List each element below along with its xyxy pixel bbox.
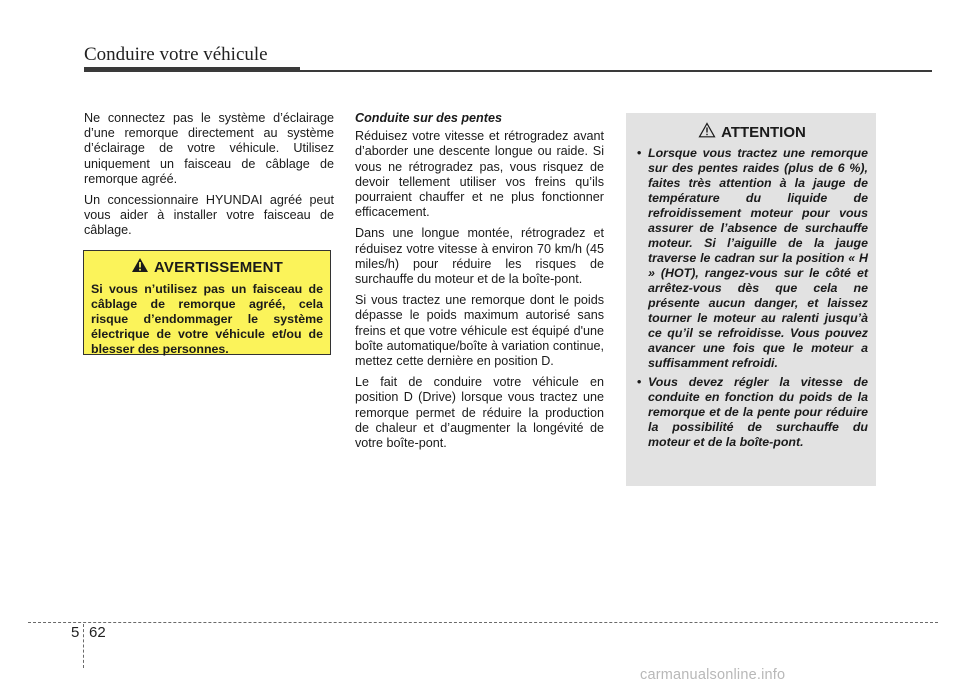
attention-header <box>636 122 868 143</box>
warning-header <box>91 257 323 278</box>
watermark-text: carmanualsonline.info <box>640 667 786 683</box>
attention-item-2: • Vous devez régler la vitesse de conduite en fonction du poids de la remorque et de la pente pour réduire la possibilité de surchauffe du moteur et de la boîte-pont. <box>636 375 868 450</box>
attention-box <box>626 113 876 486</box>
middle-paragraph-3: Si vous tractez une remorque dont le poids dépasse le poids maximum autorisé sans freins et que votre véhicule est équipé d'une boîte automatique/boîte à variation continue, mettez cette dernière en position D. <box>355 293 604 369</box>
middle-paragraph-2: Dans une longue montée, rétrogradez et réduisez votre vitesse à environ 70 km/h (45 miles/h) pour réduire les risques de surchauffe du moteur et de la boîte-pont. <box>355 226 604 287</box>
middle-paragraph-1: Réduisez votre vitesse et rétrogradez avant d’aborder une descente longue ou raide. Si vous ne rétrogradez pas, vous risquez de devoir tellement utiliser vos freins qu’ils pourraient chauffer et ne plus fonctionner efficacement. <box>355 129 604 220</box>
footer-dashed-rule <box>28 622 938 623</box>
caution-triangle-icon <box>698 122 716 143</box>
header-rule-thin <box>300 70 932 72</box>
warning-title: AVERTISSEMENT <box>153 259 283 276</box>
footer-dashed-divider <box>83 624 84 668</box>
left-column <box>84 111 334 245</box>
attention-list <box>636 146 868 450</box>
middle-paragraph-4: Le fait de conduire votre véhicule en position D (Drive) lorsque vous tractez une remorque permet de réduire la production de chaleur et d’augmenter la longévité de votre boîte-pont. <box>355 375 604 451</box>
header-rule-thick <box>84 67 300 72</box>
warning-triangle-icon <box>131 257 149 278</box>
warning-text: Si vous n’utilisez pas un faisceau de câblage de remorque agréé, cela risque d’endommager le système électrique de votre véhicule et/ou de blesser des personnes. <box>91 282 323 356</box>
left-paragraph-1: Ne connectez pas le système d’éclairage d’une remorque directement au système d’éclairage de votre véhicule. Utilisez uniquement un faisceau de câblage de remorque agréé. <box>84 111 334 186</box>
attention-title: ATTENTION <box>721 124 806 141</box>
chapter-number: 5 <box>71 624 80 641</box>
attention-item-1: • Lorsque vous tractez une remorque sur des pentes raides (plus de 6 %), faites très attention à la jauge de température du liquide de refroidissement moteur pour vous assurer de l’absence de surchauffe moteur. Si l’aiguille de la jauge traverse le cadran sur la position « H » (HOT), rangez-vous sur le côté et arrêtez-vous dès que cela ne présente aucun danger, et laissez tourner le moteur au ralenti jusqu’à ce qu’il se refroidisse. Vous pouvez avancer une fois que le moteur a suffisamment refroidi. <box>636 146 868 371</box>
header-title: Conduire votre véhicule <box>84 44 268 65</box>
warning-box <box>83 250 331 355</box>
middle-column <box>355 111 604 457</box>
section-subheading: Conduite sur des pentes <box>355 111 502 125</box>
page-number: 62 <box>89 624 106 641</box>
left-paragraph-2: Un concessionnaire HYUNDAI agréé peut vous aider à installer votre faisceau de câblage. <box>84 193 334 238</box>
